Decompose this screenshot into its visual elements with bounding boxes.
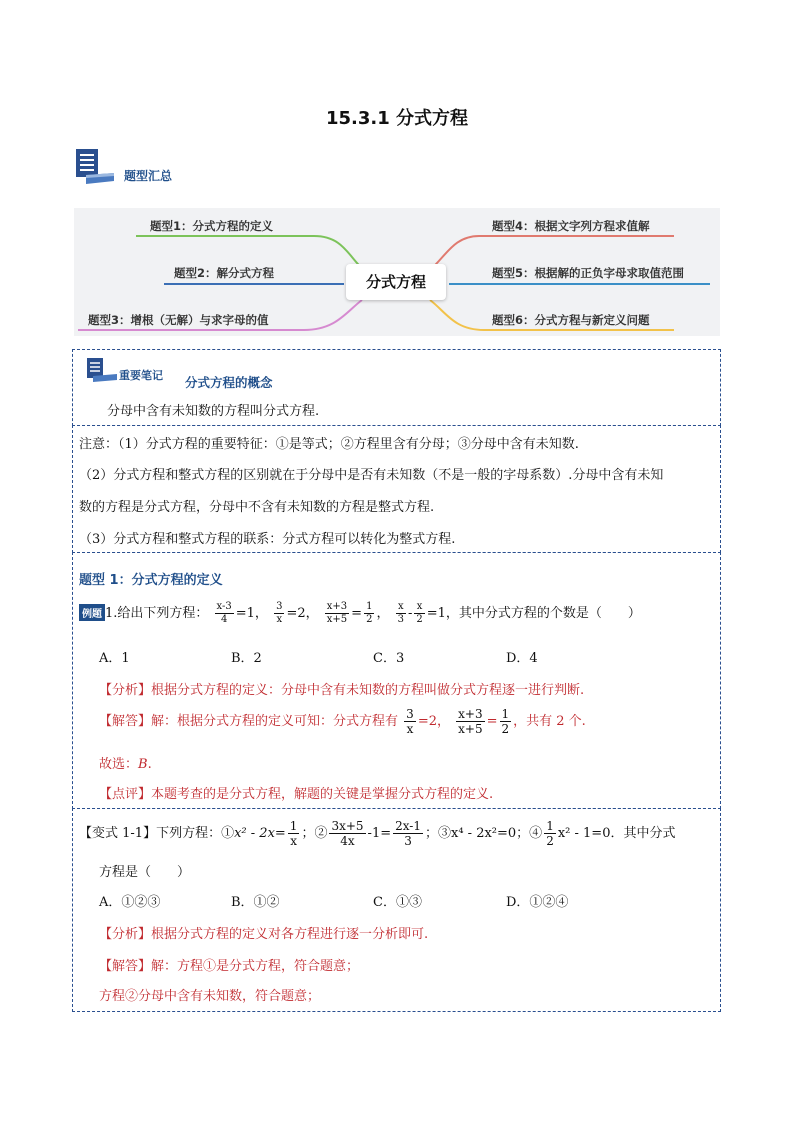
- option-c: C．3: [373, 651, 405, 666]
- variant-tag: 【变式 1-1】: [79, 826, 157, 841]
- note-1: 注意：（1）分式方程的重要特征：①是等式；②方程里含有分母；③分母中含有未知数.: [79, 437, 579, 452]
- variant-analysis-text: 根据分式方程的定义对各方程进行逐一分析即可.: [151, 927, 429, 942]
- fraction: $\frac{2x-1}{3}$: [395, 819, 421, 848]
- variant-option-a: A．①②③: [99, 895, 161, 910]
- variant-answer-line1: 解：方程①是分式方程，符合题意；: [151, 959, 360, 974]
- fraction: $\frac{1}{2}$: [366, 601, 373, 625]
- notes-heading: 分式方程的概念: [185, 375, 273, 390]
- variant-answer-tag: 【解答】: [99, 959, 152, 974]
- notes-detail-box: [72, 425, 721, 553]
- mindmap-topic-5: 题型5：根据解的正负字母求取值范围: [492, 266, 684, 280]
- variant-analysis-tag: 【分析】: [99, 927, 152, 942]
- mindmap-topic-2: 题型2：解分式方程: [174, 266, 275, 280]
- answer-tag: 【解答】: [99, 714, 152, 729]
- note-3: （3）分式方程和整式方程的联系：分式方程可以转化为整式方程.: [79, 532, 456, 547]
- variant-answer: [99, 955, 359, 974]
- fraction: $\frac{3}{x}$: [276, 601, 283, 625]
- comment: [99, 783, 493, 802]
- answer-text: 解：根据分式方程的定义可知：分式方程有: [151, 714, 399, 729]
- variant-box: [72, 808, 721, 1012]
- variant-question-line2: 方程是（ ）: [99, 865, 191, 880]
- variant-analysis: [99, 923, 428, 942]
- fraction: $\frac{x+3}{x+5}$: [458, 707, 483, 736]
- variant-option-b: B．①②: [231, 895, 280, 910]
- analysis-tag: 【分析】: [99, 683, 152, 698]
- option-a: A．1: [99, 651, 130, 666]
- fraction: $\frac{x+3}{x+5}$: [326, 601, 348, 625]
- mindmap-topic-3: 题型3：增根（无解）与求字母的值: [88, 313, 269, 327]
- mindmap-topic-6: 题型6：分式方程与新定义问题: [492, 313, 650, 327]
- example-question: 例题 1.给出下列方程： $\frac{x-3}{4}$ =1， $\frac{3}{x}$ =2， $\frac{x+3}{x+5}$ = $\frac{1}{2}$ ， $\frac{x}{3}$ - $\frac{x}{2}$ =1，其中分式方程的个数是（ ）: [79, 601, 641, 626]
- variant-question: 【变式 1-1】下列方程：①x² - 2x= $\frac{1}{x}$ ；② $\frac{3x+5}{4x}$ -1= $\frac{2x-1}{3}$ ；③x⁴ - 2x²=0；④ $\frac{1}{2}$ x² - 1=0．其中分式: [79, 819, 676, 848]
- analysis-text: 根据分式方程的定义：分母中含有未知数的方程叫做分式方程逐一进行判断.: [151, 683, 585, 698]
- fraction: $\frac{x}{2}$: [416, 601, 423, 625]
- question-suffix: ，其中分式方程的个数是（ ）: [445, 606, 641, 621]
- variant-option-d: D．①②④: [506, 895, 569, 910]
- fraction: $\frac{3x+5}{4x}$: [331, 819, 364, 848]
- mindmap-topic-4: 题型4：根据文字列方程求值解: [492, 219, 650, 233]
- analysis: [99, 679, 584, 698]
- fraction: $\frac{x-3}{4}$: [216, 601, 232, 625]
- notes-badge: 重要笔记: [119, 369, 163, 382]
- question-prefix: 1.给出下列方程：: [105, 606, 209, 621]
- fraction: $\frac{1}{2}$: [501, 707, 510, 736]
- type1-box: [72, 552, 721, 809]
- variant-answer-line2: 方程②分母中含有未知数，符合题意；: [99, 989, 321, 1004]
- example-badge: 例题: [79, 604, 105, 621]
- choice: 故选：B.: [99, 757, 152, 772]
- mindmap-topic-1: 题型1：分式方程的定义: [150, 219, 274, 233]
- comment-tag: 【点评】: [99, 787, 152, 802]
- option-d: D．4: [506, 651, 538, 666]
- fraction: $\frac{1}{2}$: [546, 819, 554, 848]
- notes-definition: 分母中含有未知数的方程叫分式方程.: [107, 404, 320, 419]
- page-title: 15.3.1 分式方程: [325, 108, 469, 129]
- topic-mindmap: [74, 208, 720, 336]
- notes-book-icon: [85, 356, 119, 384]
- note-2a: （2）分式方程和整式方程的区别就在于分母中是否有未知数（不是一般的字母系数）.分母中含有未知: [79, 468, 664, 483]
- note-2b: 数的方程是分式方程，分母中不含有未知数的方程是整式方程.: [79, 500, 435, 515]
- answer: 【解答】解：根据分式方程的定义可知：分式方程有 $\frac{3}{x}$ =2， $\frac{x+3}{x+5}$ = $\frac{1}{2}$ ，共有 2 个.: [99, 707, 586, 736]
- book-icon: [74, 147, 118, 187]
- fraction: $\frac{x}{3}$: [397, 601, 404, 625]
- comment-text: 本题考查的是分式方程，解题的关键是掌握分式方程的定义.: [151, 787, 494, 802]
- mindmap-center: 分式方程: [346, 264, 446, 300]
- type1-heading: 题型 1：分式方程的定义: [79, 573, 223, 588]
- choice-letter: B: [138, 757, 148, 772]
- fraction: $\frac{3}{x}$: [406, 707, 414, 736]
- fraction: $\frac{1}{x}$: [289, 819, 298, 848]
- summary-heading: 题型汇总: [124, 169, 173, 183]
- option-b: B．2: [231, 651, 262, 666]
- variant-option-c: C．①③: [373, 895, 422, 910]
- notes-box: [72, 349, 721, 426]
